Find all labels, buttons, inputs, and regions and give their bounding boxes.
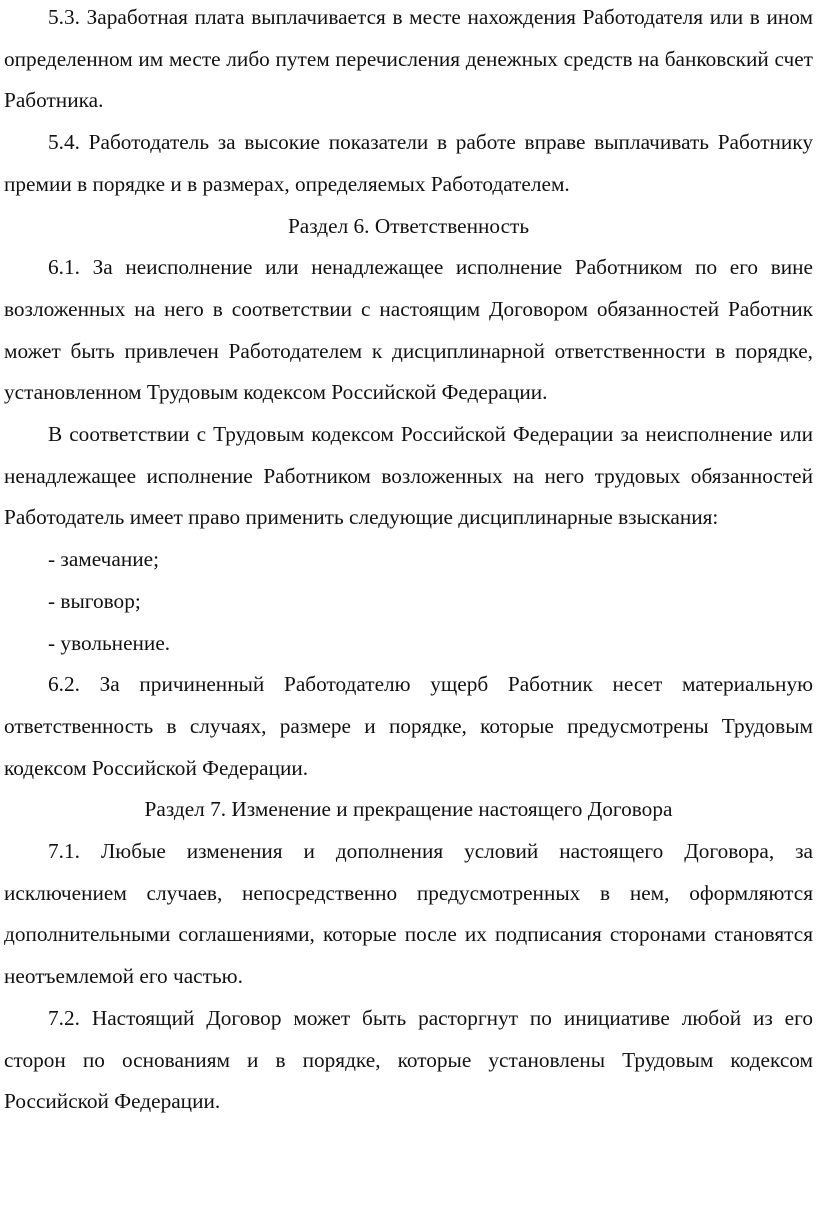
paragraph-5-3: 5.3. Заработная плата выплачивается в месте нахождения Работодателя или в ином определенном им месте либо путем перечисления денежных средств на банковский счет Работника. (4, 5, 813, 113)
list-item-remark: - замечание; (48, 547, 160, 572)
section-7-heading: Раздел 7. Изменение и прекращение настоящего Договора (144, 797, 673, 822)
list-item-reprimand: - выговор; (48, 588, 141, 613)
paragraph-6-1-disciplinary: В соответствии с Трудовым кодексом Российской Федерации за неисполнение или ненадлежащее исполнение Работником возложенных на него трудовых обязанностей Работодатель имеет право применить следующие дисциплинарные взыскания: (4, 422, 813, 530)
section-6-heading: Раздел 6. Ответственность (287, 213, 530, 238)
paragraph-6-1: 6.1. За неисполнение или ненадлежащее исполнение Работником по его вине возложенных на него в соответствии с настоящим Договором обязанностей Работник может быть привлечен Работодателем к дисциплинарной ответственности в порядке, установленном Трудовым кодексом Российской Федерации. (4, 255, 813, 405)
paragraph-7-2: 7.2. Настоящий Договор может быть расторгнут по инициативе любой из его сторон по основаниям и в порядке, которые установлены Трудовым кодексом Российской Федерации. (4, 1005, 813, 1114)
paragraph-6-2: 6.2. За причиненный Работодателю ущерб Работник несет материальную ответственность в случаях, размере и порядке, которые предусмотрены Трудовым кодексом Российской Федерации. (4, 672, 813, 780)
paragraph-7-1: 7.1. Любые изменения и дополнения условий настоящего Договора, за исключением случаев, непосредственно предусмотренных в нем, оформляются дополнительными соглашениями, которые после их подписания сторонами становятся неотъемлемой его частью. (4, 839, 813, 989)
list-item-dismissal: - увольнение. (48, 630, 171, 655)
paragraph-5-4: 5.4. Работодатель за высокие показатели в работе вправе выплачивать Работнику премии в порядке и в размерах, определяемых Работодателем. (4, 130, 813, 196)
